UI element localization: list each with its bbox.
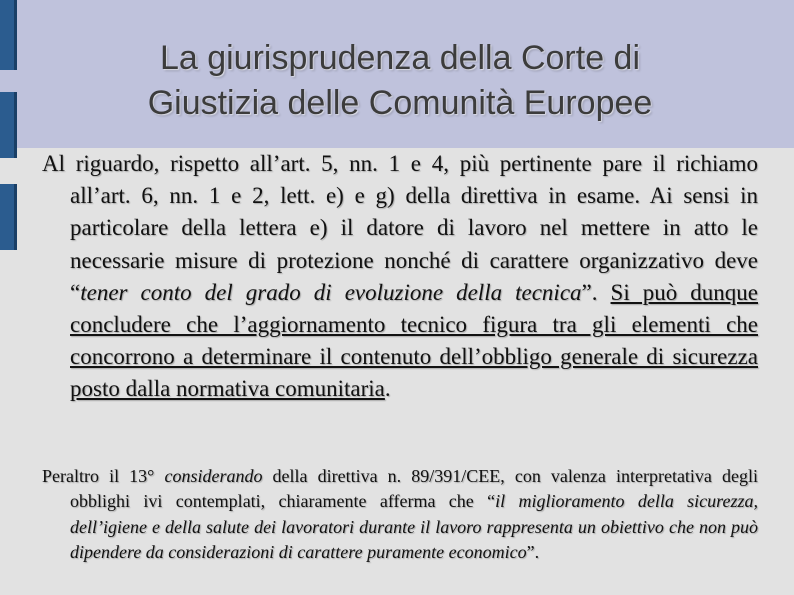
paragraph-2-end: ”. <box>526 541 540 562</box>
edge-bar-2 <box>0 92 17 158</box>
paragraph-1 <box>42 148 758 406</box>
paragraph-1-quote-close: ”. <box>581 279 611 305</box>
title-line-1: La giurisprudenza della Corte di <box>159 39 641 77</box>
paragraph-1-end: . <box>384 376 391 402</box>
paragraph-2-considerando: considerando <box>164 466 263 486</box>
edge-bar-1 <box>0 0 17 70</box>
title-line-2: Giustizia delle Comunità Europee <box>147 84 653 122</box>
paragraph-2-text-2: della direttiva n. 89/391/CEE, con valenza interpretativa degli obblighi ivi contemplati, chiaramente afferma che “ <box>70 466 759 512</box>
paragraph-2-quote: il miglioramento della sicurezza, dell’igiene e della salute dei lavoratori durante il lavoro rappresenta un obiettivo che non può dipendere da considerazioni di carattere puramente economico <box>70 491 758 562</box>
edge-bar-3 <box>0 184 17 250</box>
paragraph-2 <box>42 464 758 565</box>
paragraph-1-quote: tener conto del grado di evoluzione della tecnica <box>80 279 582 305</box>
paragraph-1-conclusion: Si può dunque concludere che l’aggiornamento tecnico figura tra gli elementi che concorrono a determinare il contenuto dell’obbligo generale di sicurezza posto dalla normativa comunitaria <box>70 279 758 402</box>
page-title <box>30 36 770 126</box>
paragraph-1-text: Al riguardo, rispetto all’art. 5, nn. 1 e 4, più pertinente pare il richiamo all’art. 6, nn. 1 e 2, lett. e) e g) della direttiva in esame. Ai sensi in particolare della lettera e) il datore di lavoro nel mettere in atto le necessarie misure di protezione nonché di carattere organizzativo deve “ <box>42 151 758 305</box>
paragraph-2-text: Peraltro il 13° <box>42 466 165 486</box>
